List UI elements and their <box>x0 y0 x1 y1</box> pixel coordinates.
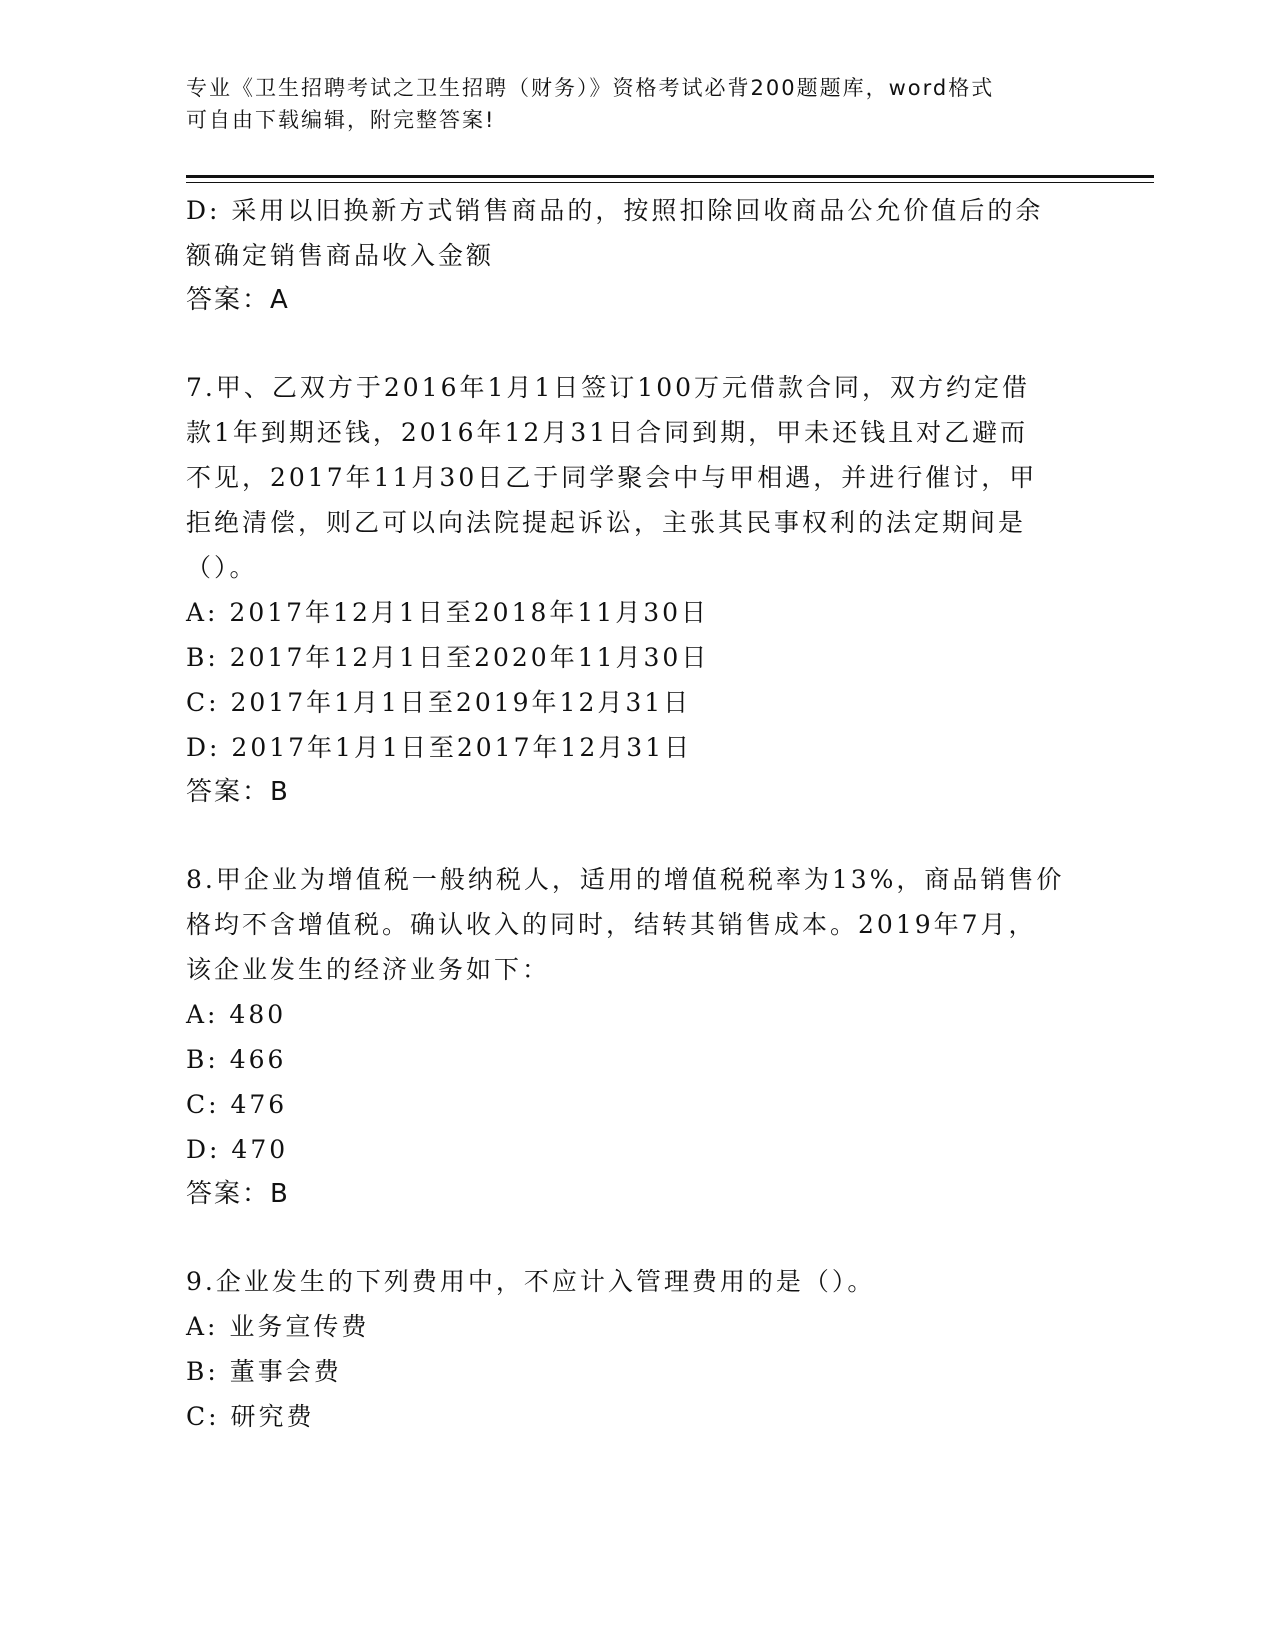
option-a: A: 2017年12月1日至2018年11月30日 <box>186 598 710 627</box>
question-text-line: 9.企业发生的下列费用中，不应计入管理费用的是（）。 <box>186 1267 876 1296</box>
header-title-line-1: 专业《卫生招聘考试之卫生招聘（财务）》资格考试必背200题题库，word格式 <box>186 76 995 100</box>
header-title-line-2: 可自由下载编辑，附完整答案! <box>186 108 496 132</box>
spacer <box>186 1217 1086 1259</box>
option-c: C: 研究费 <box>186 1402 315 1431</box>
document-body <box>186 188 1086 1439</box>
document-header <box>186 72 1066 136</box>
option-c: C: 476 <box>186 1090 288 1119</box>
spacer <box>186 815 1086 857</box>
question-7 <box>186 365 1086 815</box>
question-text-line: 拒绝清偿，则乙可以向法院提起诉讼，主张其民事权利的法定期间是 <box>186 508 1027 537</box>
option-d: D: 采用以旧换新方式销售商品的，按照扣除回收商品公允价值后的余 <box>186 196 1044 225</box>
question-8 <box>186 857 1086 1217</box>
answer-label: 答案：A <box>186 285 290 315</box>
option-a: A: 业务宣传费 <box>186 1312 370 1341</box>
option-b: B: 466 <box>186 1045 287 1074</box>
question-text-line: 款1年到期还钱，2016年12月31日合同到期，甲未还钱且对乙避而 <box>186 418 1029 447</box>
option-a: A: 480 <box>186 1000 287 1029</box>
option-c: C: 2017年1月1日至2019年12月31日 <box>186 688 692 717</box>
question-text-line: （）。 <box>186 553 258 582</box>
question-9 <box>186 1259 1086 1439</box>
header-divider-thin <box>186 182 1154 183</box>
header-divider-thick <box>186 175 1154 178</box>
option-b: B: 董事会费 <box>186 1357 342 1386</box>
question-text-line: 8.甲企业为增值税一般纳税人，适用的增值税税率为13%，商品销售价 <box>186 865 1065 894</box>
spacer <box>186 323 1086 365</box>
question-text-line: 7.甲、乙双方于2016年1月1日签订100万元借款合同，双方约定借 <box>186 373 1031 402</box>
answer-label: 答案：B <box>186 1179 290 1209</box>
question-text-line: 不见，2017年11月30日乙于同学聚会中与甲相遇，并进行催讨，甲 <box>186 463 1038 492</box>
option-d: D: 2017年1月1日至2017年12月31日 <box>186 733 693 762</box>
option-d: D: 470 <box>186 1135 289 1164</box>
option-b: B: 2017年12月1日至2020年11月30日 <box>186 643 710 672</box>
option-d-continued: 额确定销售商品收入金额 <box>186 241 495 270</box>
answer-label: 答案：B <box>186 777 290 807</box>
question-text-line: 该企业发生的经济业务如下： <box>186 955 551 984</box>
question-text-line: 格均不含增值税。确认收入的同时，结转其销售成本。2019年7月， <box>186 910 1037 939</box>
question-6-continued <box>186 188 1086 323</box>
